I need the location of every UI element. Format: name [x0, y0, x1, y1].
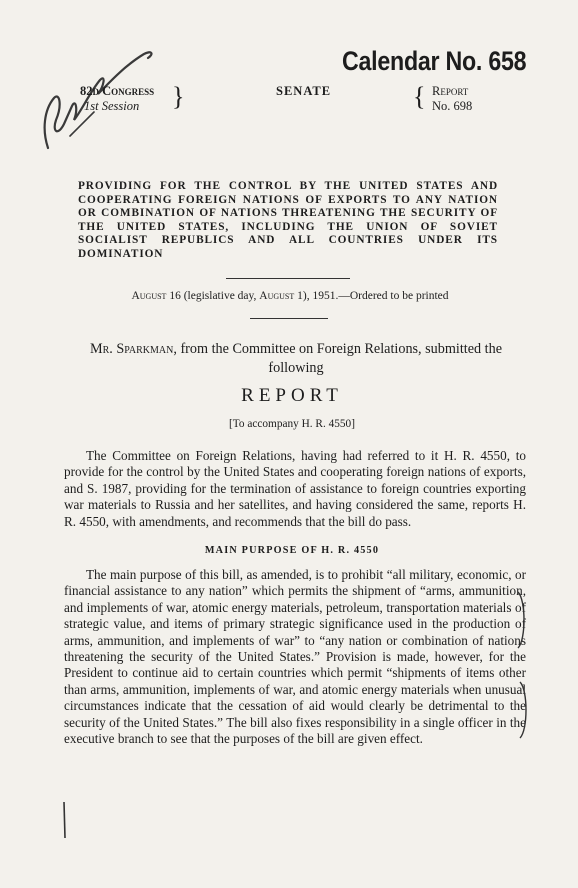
congress-session-block [80, 84, 154, 114]
report-title: PROVIDING FOR THE CONTROL BY THE UNITED STATES AND COOPERATING FOREIGN NATIONS OF EXPORTS TO ANY NATION OR COMBINATION OF NATIONS THREATENING THE SECURITY OF THE UNITED STATES, INCLUDING THE UNION OF SOVIET SOCIALIST REPUBLICS AND ALL COUNTRIES UNDER ITS DOMINATION [78, 180, 498, 260]
accompany-note: [To accompany H. R. 4550] [229, 418, 355, 430]
margin-bracket-icon [516, 590, 530, 650]
ordered-text-2: 1), 1951.—Ordered to be printed [294, 290, 449, 302]
ordered-to-print-line [60, 290, 520, 302]
left-brace-icon: } [172, 82, 185, 111]
report-label: Report [432, 84, 469, 98]
main-purpose-heading: MAIN PURPOSE OF H. R. 4550 [204, 545, 380, 556]
submitter-line [64, 340, 528, 378]
right-brace-icon: { [413, 82, 426, 111]
chamber-label: SENATE [276, 84, 332, 98]
ordered-text-1: 16 (legislative day, [166, 290, 260, 302]
ordered-divider [250, 318, 328, 319]
ordered-month-1: August [131, 290, 167, 302]
session-label: 1st Session [84, 99, 140, 113]
report-number-block [432, 84, 472, 114]
title-divider [226, 278, 350, 279]
congress-label: 82d Congress [80, 84, 155, 98]
submitter-text: , from the Committee on Foreign Relations, submitted the following [173, 341, 502, 376]
margin-bracket-icon [518, 680, 532, 740]
ordered-month-2: August [259, 290, 295, 302]
session-header [80, 84, 520, 118]
tick-mark-icon [60, 800, 70, 840]
intro-paragraph: The Committee on Foreign Relations, having had referred to it H. R. 4550, to provide for the control by the United States and cooperating foreign nations of exports, and S. 1987, providing for the termination of assistance to foreign countries exporting war materials to Russia and her satellites, and having considered the same, reports H. R. 4550, with amendments, and recommends that the bill do pass. [64, 448, 526, 529]
main-purpose-paragraph: The main purpose of this bill, as amended, is to prohibit “all military, economic, or financial assistance to any nation” which permits the shipment of “arms, ammunition, and implements of war, atomic energy materials, petroleum, transportation materials of strategic value, and items of primary strategic significance used in the production of arms, ammunition, and implements of war” to “any nation or combination of nations threatening the security of the United States.” Provision is made, however, for the President to continue aid to certain countries which permit “shipments of items other than arms, ammunition, implements of war, and atomic energy materials when unusual circumstances indicate that the cessation of aid would clearly be detrimental to the security of the United States.” The bill also fixes responsibility in a single officer in the executive branch to see that the purposes of the bill are given effect. [64, 567, 526, 747]
calendar-number: Calendar No. 658 [341, 46, 526, 76]
submitter-name: Mr. Sparkman [89, 341, 174, 357]
report-number: No. 698 [432, 99, 473, 113]
report-heading: REPORT [241, 385, 343, 406]
